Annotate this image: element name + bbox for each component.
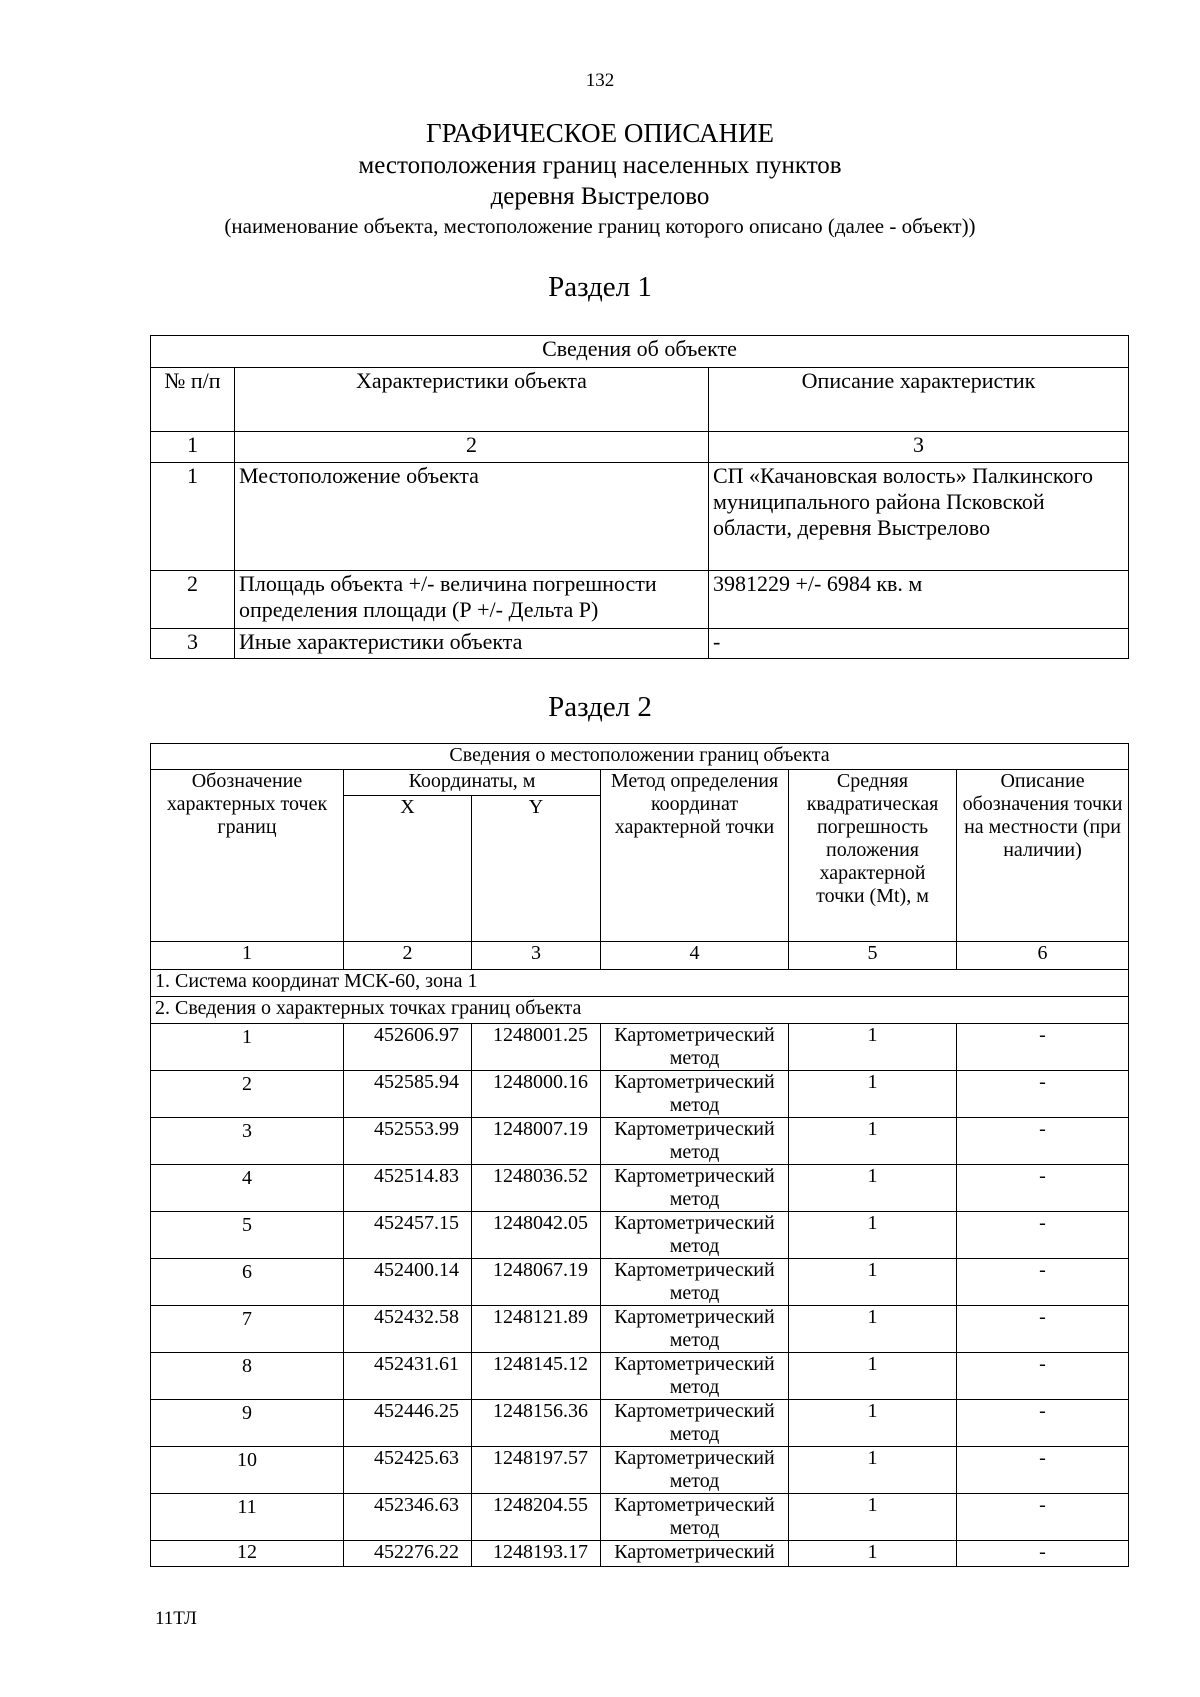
point-description: - xyxy=(957,1494,1129,1541)
table-row xyxy=(151,1447,1129,1494)
point-y: 1248000.16 xyxy=(472,1071,601,1118)
document-title: ГРАФИЧЕСКОЕ ОПИСАНИЕ xyxy=(425,118,775,148)
point-description: - xyxy=(957,1400,1129,1447)
col-number: 3 xyxy=(472,942,601,970)
row-num: 3 xyxy=(151,629,235,659)
point-y: 1248036.52 xyxy=(472,1165,601,1212)
point-error: 1 xyxy=(789,1541,957,1567)
table-row xyxy=(151,1306,1129,1353)
header-error: Средняя квадратическая погрешность положения характерной точки (Mt), м xyxy=(789,770,957,942)
header-description: Описание обозначения точки на местности (при наличии) xyxy=(957,770,1129,942)
point-id: 5 xyxy=(151,1212,344,1259)
header-x: X xyxy=(344,796,472,942)
point-error: 1 xyxy=(789,1071,957,1118)
header-num: № п/п xyxy=(151,368,235,432)
point-error: 1 xyxy=(789,1494,957,1541)
point-description: - xyxy=(957,1541,1129,1567)
col-number: 6 xyxy=(957,942,1129,970)
table-row xyxy=(151,1541,1129,1567)
header-point: Обозначение характерных точек границ xyxy=(151,770,344,942)
table-row xyxy=(151,1259,1129,1306)
row-description: 3981229 +/- 6984 кв. м xyxy=(709,571,1129,629)
point-error: 1 xyxy=(789,1212,957,1259)
point-method: Картометрический метод xyxy=(601,1024,789,1071)
point-error: 1 xyxy=(789,1306,957,1353)
point-y: 1248156.36 xyxy=(472,1400,601,1447)
point-method: Картометрический метод xyxy=(601,1353,789,1400)
point-method: Картометрический метод xyxy=(601,1447,789,1494)
table-row xyxy=(151,1400,1129,1447)
point-description: - xyxy=(957,1353,1129,1400)
point-method: Картометрический метод xyxy=(601,1212,789,1259)
header-y: Y xyxy=(472,796,601,942)
point-id: 2 xyxy=(151,1071,344,1118)
table-row xyxy=(151,1165,1129,1212)
point-error: 1 xyxy=(789,1447,957,1494)
point-x: 452514.83 xyxy=(344,1165,472,1212)
row-description: - xyxy=(709,629,1129,659)
point-x: 452431.61 xyxy=(344,1353,472,1400)
col-number: 2 xyxy=(235,432,709,463)
header-coords: Координаты, м xyxy=(344,770,601,796)
point-x: 452425.63 xyxy=(344,1447,472,1494)
point-method: Картометрический метод xyxy=(601,1071,789,1118)
object-name: деревня Выстрелово xyxy=(490,183,710,210)
point-y: 1248197.57 xyxy=(472,1447,601,1494)
point-y: 1248121.89 xyxy=(472,1306,601,1353)
table-row xyxy=(151,1494,1129,1541)
point-y: 1248193.17 xyxy=(472,1541,601,1567)
point-id: 4 xyxy=(151,1165,344,1212)
point-id: 6 xyxy=(151,1259,344,1306)
point-id: 12 xyxy=(151,1541,344,1567)
object-info-table xyxy=(150,335,1129,659)
point-id: 1 xyxy=(151,1024,344,1071)
point-method: Картометрический метод xyxy=(601,1259,789,1306)
table-row xyxy=(151,571,1129,629)
point-x: 452553.99 xyxy=(344,1118,472,1165)
document-subtitle: местоположения границ населенных пунктов xyxy=(358,152,842,179)
point-description: - xyxy=(957,1447,1129,1494)
point-y: 1248067.19 xyxy=(472,1259,601,1306)
point-y: 1248204.55 xyxy=(472,1494,601,1541)
table-row xyxy=(151,463,1129,571)
col-number: 2 xyxy=(344,942,472,970)
table-caption: Сведения об объекте xyxy=(151,336,1129,368)
header-characteristic: Характеристики объекта xyxy=(235,368,709,432)
point-error: 1 xyxy=(789,1118,957,1165)
point-description: - xyxy=(957,1024,1129,1071)
col-number: 5 xyxy=(789,942,957,970)
col-number: 1 xyxy=(151,942,344,970)
table-row xyxy=(151,1353,1129,1400)
point-id: 7 xyxy=(151,1306,344,1353)
table-row xyxy=(151,629,1129,659)
point-y: 1248042.05 xyxy=(472,1212,601,1259)
point-description: - xyxy=(957,1306,1129,1353)
header-description: Описание характеристик xyxy=(709,368,1129,432)
point-x: 452457.15 xyxy=(344,1212,472,1259)
point-x: 452585.94 xyxy=(344,1071,472,1118)
point-description: - xyxy=(957,1212,1129,1259)
footer-code: 11ТЛ xyxy=(155,1608,197,1629)
point-error: 1 xyxy=(789,1165,957,1212)
point-x: 452606.97 xyxy=(344,1024,472,1071)
point-error: 1 xyxy=(789,1024,957,1071)
row-num: 1 xyxy=(151,463,235,571)
point-description: - xyxy=(957,1118,1129,1165)
point-x: 452446.25 xyxy=(344,1400,472,1447)
row-characteristic: Местоположение объекта xyxy=(235,463,709,571)
point-error: 1 xyxy=(789,1259,957,1306)
point-y: 1248007.19 xyxy=(472,1118,601,1165)
point-description: - xyxy=(957,1071,1129,1118)
point-error: 1 xyxy=(789,1400,957,1447)
object-name-note: (наименование объекта, местоположение границ которого описано (далее - объект)) xyxy=(224,214,976,238)
point-id: 9 xyxy=(151,1400,344,1447)
table-row xyxy=(151,1024,1129,1071)
point-x: 452432.58 xyxy=(344,1306,472,1353)
point-description: - xyxy=(957,1259,1129,1306)
table-row xyxy=(151,1071,1129,1118)
coordinate-system: 1. Система координат МСК-60, зона 1 xyxy=(151,970,1129,997)
point-error: 1 xyxy=(789,1353,957,1400)
point-id: 10 xyxy=(151,1447,344,1494)
point-x: 452400.14 xyxy=(344,1259,472,1306)
point-y: 1248145.12 xyxy=(472,1353,601,1400)
row-num: 2 xyxy=(151,571,235,629)
point-id: 3 xyxy=(151,1118,344,1165)
point-method: Картометрический метод xyxy=(601,1494,789,1541)
row-characteristic: Площадь объекта +/- величина погрешности определения площади (Р +/- Дельта Р) xyxy=(235,571,709,629)
section-1-title: Раздел 1 xyxy=(548,271,652,303)
point-method: Картометрический метод xyxy=(601,1118,789,1165)
col-number: 3 xyxy=(709,432,1129,463)
section-2-title: Раздел 2 xyxy=(548,691,652,723)
points-caption: 2. Сведения о характерных точках границ объекта xyxy=(151,997,1129,1024)
table-row xyxy=(151,1118,1129,1165)
table-row xyxy=(151,1212,1129,1259)
point-x: 452346.63 xyxy=(344,1494,472,1541)
col-number: 4 xyxy=(601,942,789,970)
header-method: Метод определения координат характерной точки xyxy=(601,770,789,942)
boundary-points-table xyxy=(150,743,1129,1567)
point-method: Картометрический метод xyxy=(601,1165,789,1212)
table-caption: Сведения о местоположении границ объекта xyxy=(151,744,1129,770)
page-number: 132 xyxy=(585,70,615,91)
point-method: Картометрический xyxy=(601,1541,789,1567)
point-method: Картометрический метод xyxy=(601,1306,789,1353)
point-id: 8 xyxy=(151,1353,344,1400)
row-characteristic: Иные характеристики объекта xyxy=(235,629,709,659)
point-id: 11 xyxy=(151,1494,344,1541)
point-y: 1248001.25 xyxy=(472,1024,601,1071)
point-method: Картометрический метод xyxy=(601,1400,789,1447)
row-description: СП «Качановская волость» Палкинского муниципального района Псковской области, деревня Выстрелово xyxy=(709,463,1129,571)
col-number: 1 xyxy=(151,432,235,463)
point-description: - xyxy=(957,1165,1129,1212)
point-x: 452276.22 xyxy=(344,1541,472,1567)
